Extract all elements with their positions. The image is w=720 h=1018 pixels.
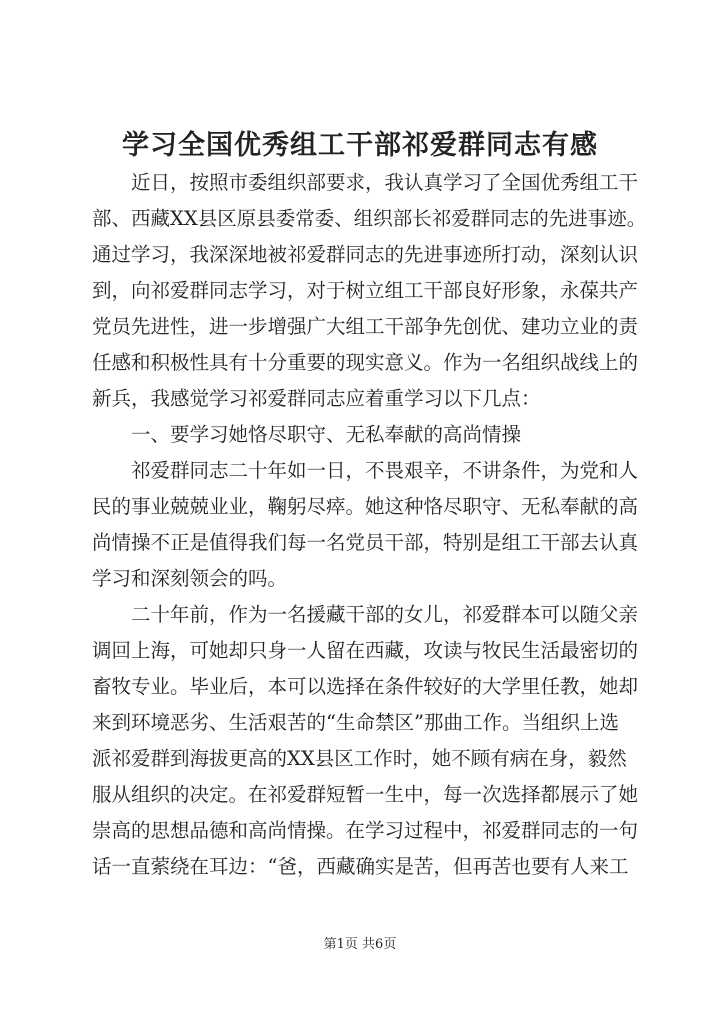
body-line-10: 民的事业兢兢业业，鞠躬尽瘁。她这种恪尽职守、无私奉献的高 <box>92 495 639 518</box>
body-line-12: 学习和深刻领会的吗。 <box>92 567 288 590</box>
body-line-2: 部、西藏XX县区原县委常委、组织部长祁爱群同志的先进事迹。 <box>92 207 647 230</box>
page-footer: 第1页 共6页 <box>323 937 397 952</box>
body-line-1: 近日，按照市委组织部要求，我认真学习了全国优秀组工干 <box>92 171 639 194</box>
section-heading-1: 一、要学习她恪尽职守、无私奉献的高尚情操 <box>92 423 522 446</box>
body-line-11: 尚情操不正是值得我们每一名党员干部，特别是组工干部去认真 <box>92 531 639 554</box>
body-line-18: 服从组织的决定。在祁爱群短暂一生中，每一次选择都展示了她 <box>92 783 639 806</box>
body-line-20: 话一直萦绕在耳边：“爸，西藏确实是苦，但再苦也要有人来工 <box>92 855 629 878</box>
body-line-17: 派祁爱群到海拔更高的XX县区工作时，她不顾有病在身，毅然 <box>92 747 627 770</box>
body-line-5: 党员先进性，进一步增强广大组工干部争先创优、建功立业的责 <box>92 315 639 338</box>
body-line-19: 崇高的思想品德和高尚情操。在学习过程中，祁爱群同志的一句 <box>92 819 639 842</box>
body-line-9: 祁爱群同志二十年如一日，不畏艰辛，不讲条件，为党和人 <box>92 459 639 482</box>
body-line-7: 新兵，我感觉学习祁爱群同志应着重学习以下几点： <box>92 387 541 410</box>
body-line-4: 到，向祁爱群同志学习，对于树立组工干部良好形象，永葆共产 <box>92 279 639 302</box>
body-line-13: 二十年前，作为一名援藏干部的女儿，祁爱群本可以随父亲 <box>92 603 639 626</box>
body-line-16: 来到环境恶劣、生活艰苦的“生命禁区”那曲工作。当组织上选 <box>92 711 619 734</box>
body-line-6: 任感和积极性具有十分重要的现实意义。作为一名组织战线上的 <box>92 351 639 374</box>
body-line-3: 通过学习，我深深地被祁爱群同志的先进事迹所打动，深刻认识 <box>92 243 639 266</box>
body-line-14: 调回上海，可她却只身一人留在西藏，攻读与牧民生活最密切的 <box>92 639 639 662</box>
document-title: 学习全国优秀组工干部祁爱群同志有感 <box>122 130 598 161</box>
body-line-15: 畜牧专业。毕业后，本可以选择在条件较好的大学里任教，她却 <box>92 675 639 698</box>
